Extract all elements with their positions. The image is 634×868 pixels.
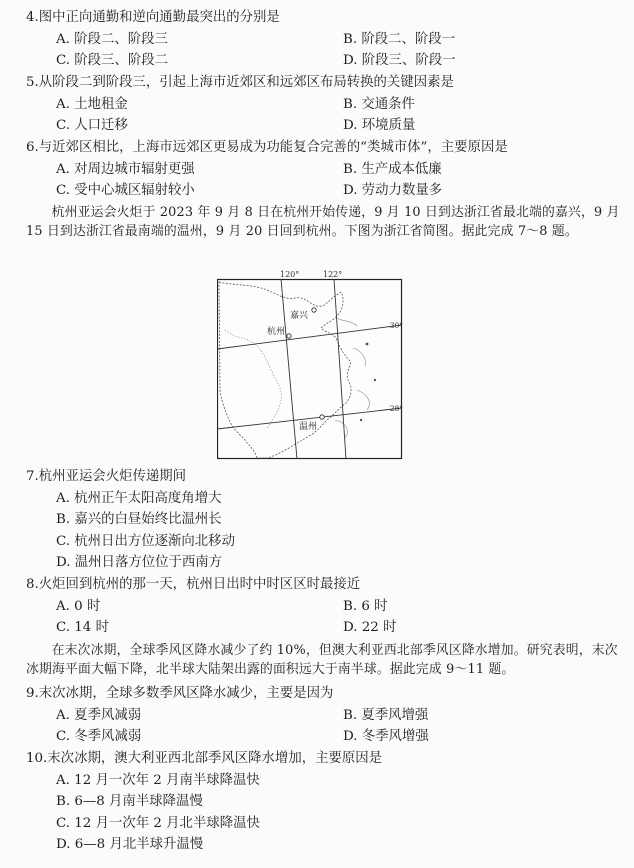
hangzhou-label: 杭州 xyxy=(267,327,286,337)
q5-option-a: A. 土地租金 xyxy=(56,97,128,112)
lat-label-28: 28° xyxy=(389,404,403,413)
q6-option-a: A. 对周边城市辐射更强 xyxy=(56,162,195,177)
q5-option-c: C. 人口迁移 xyxy=(56,118,128,133)
question-10-stem: 10.末次冰期，澳大利亚西北部季风区降水增加，主要原因是 xyxy=(26,751,383,766)
q8-option-c: C. 14 时 xyxy=(56,620,109,635)
q4-option-c: C. 阶段三、阶段二 xyxy=(56,53,169,68)
wenzhou-marker xyxy=(320,415,324,419)
q6-option-d: D. 劳动力数量多 xyxy=(343,183,443,198)
q8-option-d: D. 22 时 xyxy=(343,620,397,635)
question-7-stem: 7.杭州亚运会火炬传递期间 xyxy=(26,469,187,484)
q5-option-b: B. 交通条件 xyxy=(343,97,415,112)
lon-label-122: 122° xyxy=(323,270,343,279)
q7-option-c: C. 杭州日出方位逐渐向北移动 xyxy=(56,534,235,549)
q4-option-a: A. 阶段二、阶段三 xyxy=(56,32,168,47)
wenzhou-label: 温州 xyxy=(299,422,318,432)
q7-option-b: B. 嘉兴的白昼始终比温州长 xyxy=(56,512,222,527)
q10-option-a: A. 12 月一次年 2 月南半球降温快 xyxy=(56,773,260,788)
question-9-stem: 9.末次冰期，全球多数季风区降水减少，主要是因为 xyxy=(26,686,334,701)
jiaxing-label: 嘉兴 xyxy=(290,311,309,321)
question-4-stem: 4.图中正向通勤和逆向通勤最突出的分别是 xyxy=(26,10,280,25)
q9-option-d: D. 冬季风增强 xyxy=(343,729,429,744)
question-5-stem: 5.从阶段二到阶段三，引起上海市近郊区和远郊区布局转换的关键因素是 xyxy=(26,75,454,90)
q8-option-b: B. 6 时 xyxy=(343,599,388,614)
q9-option-a: A. 夏季风减弱 xyxy=(56,708,142,723)
island-dot xyxy=(374,379,376,381)
q7-option-d: D. 温州日落方位位于西南方 xyxy=(56,555,223,570)
island-dot xyxy=(366,343,369,346)
q6-option-c: C. 受中心城区辐射较小 xyxy=(56,183,195,198)
passage-last-glacial: 在末次冰期，全球季风区降水减少了约 10%，但澳大利亚西北部季风区降水增加。研究表明，末次冰期海平面大幅下降，北半球大陆架出露的面积远大于南半球。据此完成 9～11 题。 xyxy=(26,643,618,677)
lat-label-30: 30° xyxy=(389,321,403,330)
q7-option-a: A. 杭州正午太阳高度角增大 xyxy=(56,491,222,506)
question-8-stem: 8.火炬回到杭州的那一天，杭州日出时中时区区时最接近 xyxy=(26,577,361,592)
zhejiang-map-figure xyxy=(217,270,405,460)
passage-torch-relay: 杭州亚运会火炬于 2023 年 9 月 8 日在杭州开始传递，9 月 10 日到达浙江省最北端的嘉兴，9 月 15 日到达浙江省最南端的温州，9 月 20 日回到杭州。下图为浙江省简图。据此完成 7～8 题。 xyxy=(26,205,620,239)
island-dot xyxy=(360,419,362,421)
q10-option-c: C. 12 月一次年 2 月北半球降温快 xyxy=(56,816,260,831)
q10-option-b: B. 6—8 月南半球降温慢 xyxy=(56,794,203,809)
q6-option-b: B. 生产成本低廉 xyxy=(343,162,442,177)
lon-label-120: 120° xyxy=(280,270,300,279)
jiaxing-marker xyxy=(312,308,316,312)
q10-option-d: D. 6—8 月北半球升温慢 xyxy=(56,837,204,852)
q9-option-c: C. 冬季风减弱 xyxy=(56,729,142,744)
question-6-stem: 6.与近郊区相比，上海市远郊区更易成为功能复合完善的“类城市体”，主要原因是 xyxy=(26,140,508,155)
q4-option-b: B. 阶段二、阶段一 xyxy=(343,32,456,47)
q8-option-a: A. 0 时 xyxy=(56,599,101,614)
q4-option-d: D. 阶段三、阶段一 xyxy=(343,53,456,68)
q5-option-d: D. 环境质量 xyxy=(343,118,416,133)
hangzhou-marker xyxy=(287,334,291,338)
q9-option-b: B. 夏季风增强 xyxy=(343,708,429,723)
